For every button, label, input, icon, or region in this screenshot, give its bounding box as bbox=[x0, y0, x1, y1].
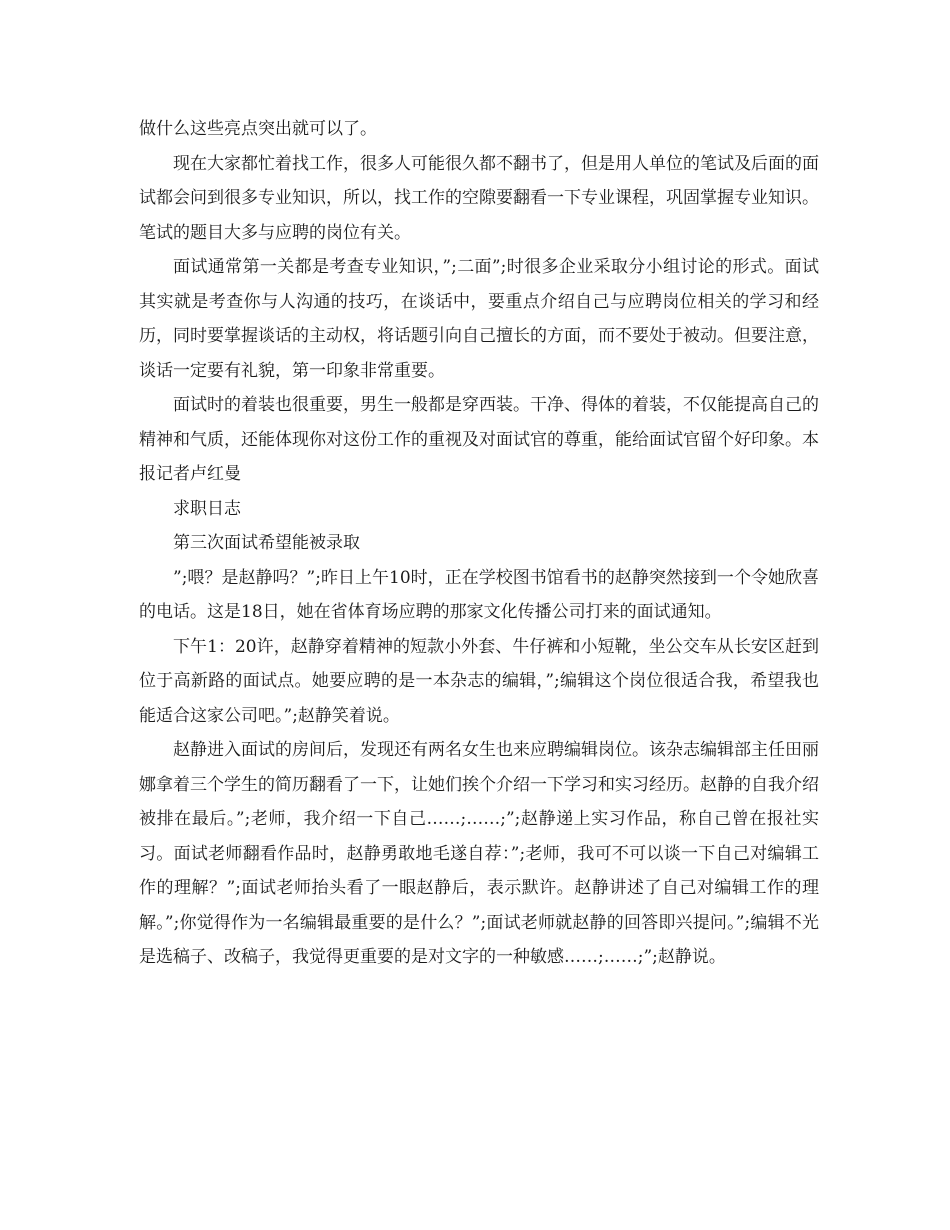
section-heading-job-diary: 求职日志 bbox=[173, 498, 241, 519]
paragraph-2: 现在大家都忙着找工作，很多人可能很久都不翻书了，但是用人单位的笔试及后面的面试都会问到很多专业知识，所以，找工作的空隙要翻看一下专业课程，巩固掌握专业知识。笔试的题目大多与应聘的岗位有关。 bbox=[139, 153, 819, 243]
paragraph-9: 赵静进入面试的房间后，发现还有两名女生也来应聘编辑岗位。该杂志编辑部主任田丽娜拿着三个学生的简历翻看了一下，让她们挨个介绍一下学习和实习经历。赵静的自我介绍被排在最后。”;老师，我介绍一下自己……;……;”;赵静递上实习作品，称自己曾在报社实习。面试老师翻看作品时，赵静勇敢地毛遂自荐：”;老师，我可不可以谈一下自己对编辑工作的理解？”;面试老师抬头看了一眼赵静后，表示默许。赵静讲述了自己对编辑工作的理解。”;你觉得作为一名编辑最重要的是什么？”;面试老师就赵静的回答即兴提问。”;编辑不光是选稿子、改稿子，我觉得更重要的是对文字的一种敏感……;……;”;赵静说。 bbox=[139, 740, 819, 967]
article-body bbox=[139, 112, 819, 975]
paragraph-3: 面试通常第一关都是考查专业知识，”;二面”;时很多企业采取分小组讨论的形式。面试其实就是考查你与人沟通的技巧，在谈话中，要重点介绍自己与应聘岗位相关的学习和经历，同时要掌握谈话的主动权，将话题引向自己擅长的方面，而不要处于被动。但要注意，谈话一定要有礼貌，第一印象非常重要。 bbox=[139, 257, 819, 381]
paragraph-8: 下午1：20许，赵静穿着精神的短款小外套、牛仔裤和小短靴，坐公交车从长安区赶到位于高新路的面试点。她要应聘的是一本杂志的编辑，”;编辑这个岗位很适合我，希望我也能适合这家公司吧。”;赵静笑着说。 bbox=[139, 636, 819, 726]
paragraph-1: 做什么这些亮点突出就可以了。 bbox=[139, 119, 377, 139]
paragraph-7: ”;喂？是赵静吗？”;昨日上午10时，正在学校图书馆看书的赵静突然接到一个令她欣喜的电话。这是18日，她在省体育场应聘的那家文化传播公司打来的面试通知。 bbox=[139, 567, 819, 622]
paragraph-4: 面试时的着装也很重要，男生一般都是穿西装。干净、得体的着装，不仅能提高自己的精神和气质，还能体现你对这份工作的重视及对面试官的尊重，能给面试官留个好印象。本报记者卢红曼 bbox=[139, 395, 819, 484]
article-subtitle: 第三次面试希望能被录取 bbox=[173, 533, 360, 553]
